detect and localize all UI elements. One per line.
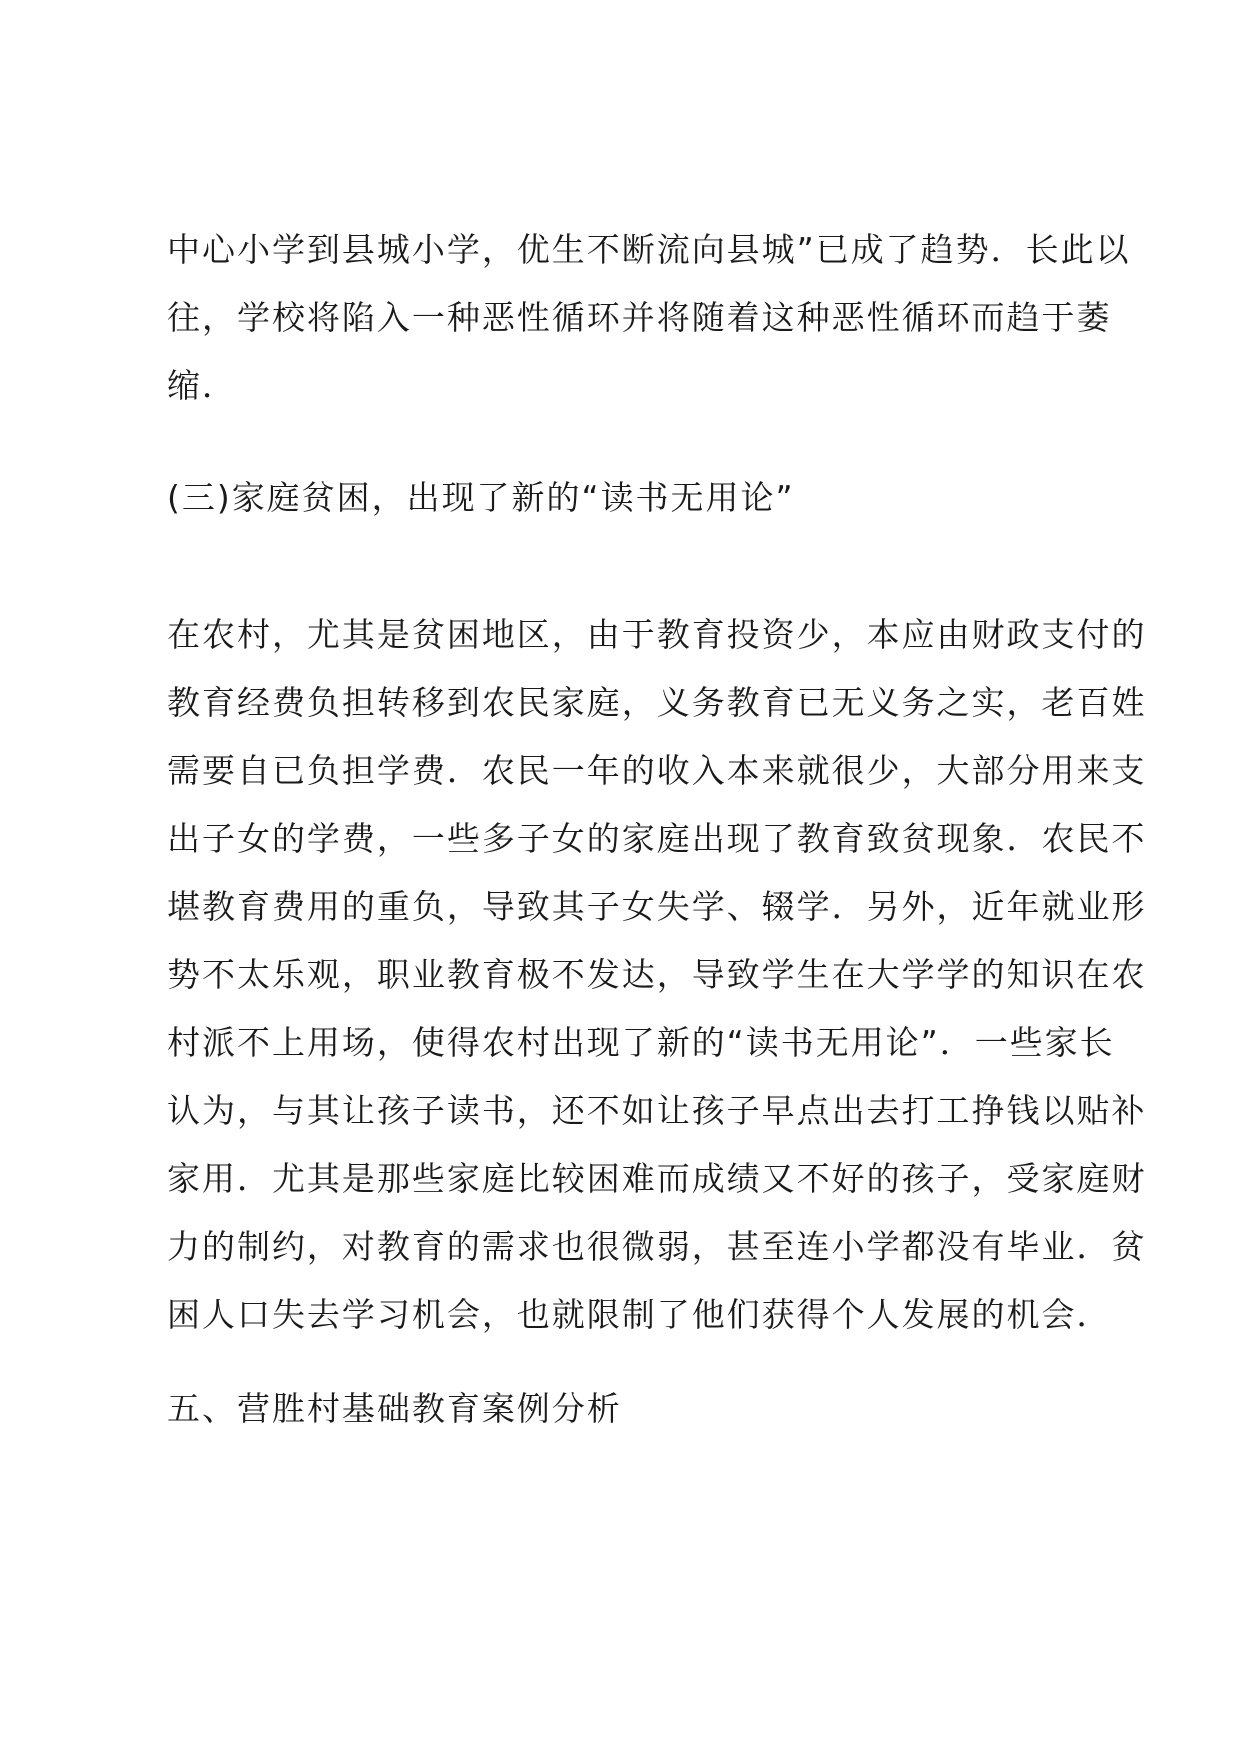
paragraph-line: 在农村，尤其是贫困地区，由于教育投资少，本应由财政支付的 <box>167 615 1147 654</box>
section-heading-5 <box>167 1375 1097 1443</box>
paragraph-line: 缩． <box>167 366 237 405</box>
paragraph-continued <box>167 216 1131 420</box>
paragraph-line: 教育经费负担转移到农民家庭，义务教育已无义务之实，老百姓 <box>167 683 1147 722</box>
paragraph-line: 家用．尤其是那些家庭比较困难而成绩又不好的孩子，受家庭财 <box>167 1159 1147 1198</box>
paragraph-line: 困人口失去学习机会，也就限制了他们获得个人发展的机会． <box>167 1295 1112 1334</box>
heading-text: (三)家庭贫困，出现了新的“读书无用论” <box>167 478 795 517</box>
paragraph-line: 堪教育费用的重负，导致其子女失学、辍学．另外，近年就业形 <box>167 887 1147 926</box>
section-heading-3 <box>167 464 1097 532</box>
heading-text: 五、营胜村基础教育案例分析 <box>167 1389 622 1428</box>
paragraph-line: 需要自已负担学费．农民一年的收入本来就很少，大部分用来支 <box>167 751 1147 790</box>
paragraph-line: 力的制约，对教育的需求也很微弱，甚至连小学都没有毕业．贫 <box>167 1227 1147 1266</box>
paragraph-line: 往，学校将陷入一种恶性循环并将随着这种恶性循环而趋于萎 <box>167 298 1112 337</box>
paragraph-line: 村派不上用场，使得农村出现了新的“读书无用论”．一些家长 <box>167 1023 1115 1062</box>
paragraph-line: 中心小学到县城小学，优生不断流向县城”已成了趋势．长此以 <box>167 230 1131 269</box>
paragraph-body <box>167 601 1147 1349</box>
paragraph-line: 出子女的学费，一些多子女的家庭出现了教育致贫现象．农民不 <box>167 819 1147 858</box>
paragraph-line: 认为，与其让孩子读书，还不如让孩子早点出去打工挣钱以贴补 <box>167 1091 1147 1130</box>
paragraph-line: 势不太乐观，职业教育极不发达，导致学生在大学学的知识在农 <box>167 955 1147 994</box>
